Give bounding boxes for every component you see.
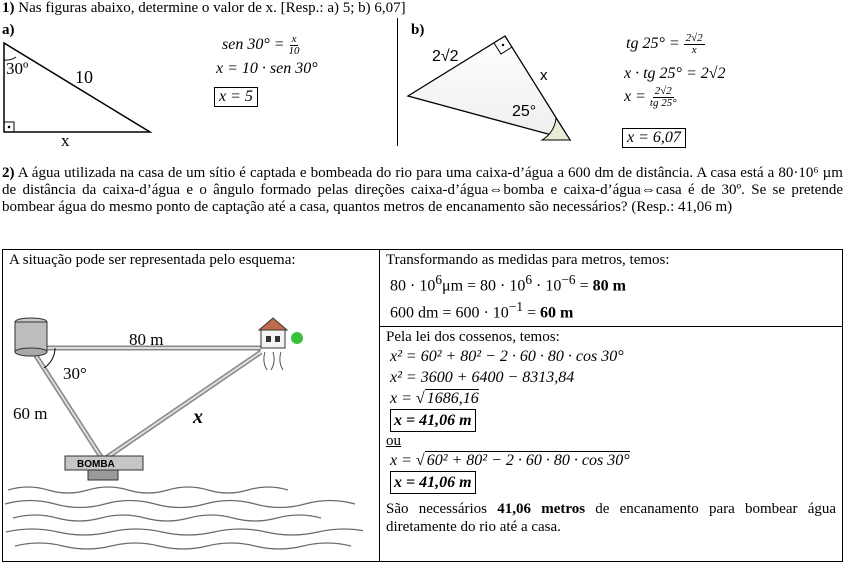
cosine-line3: x = √ 1686,16 [390, 389, 479, 407]
diagram-title: A situação pode ser representada pelo esquema: [9, 252, 296, 268]
eq-b1: tg 25° = $\frac{2√2}{x}$ [626, 32, 703, 56]
pumping-diagram [3, 272, 363, 562]
cosine-title: Pela lei dos cossenos, temos: [386, 328, 560, 345]
conversion-line1: $80 \cdot 10^6\mu m = 80 \cdot 10^6 \cdot 10^{-6} = 80$ m [390, 272, 626, 295]
eq-b4-result: x = 6,07 [622, 128, 686, 148]
cosine-law-cell [380, 326, 843, 561]
fig-a-hyp: 10 [75, 67, 93, 87]
q1-number: 1) [2, 0, 15, 16]
fig-b-angle: 25° [512, 103, 537, 120]
q2-number: 2) [2, 165, 15, 181]
cosine-line2: x² = 3600 + 6400 − 8313,84 [390, 368, 575, 386]
eq-b2: x · tg 25° = 2√2 [624, 65, 726, 82]
fig-b-side: 2√2 [432, 48, 459, 65]
eq-a2: x = 10 · sen 30° [216, 60, 318, 77]
q1-text: Nas figuras abaixo, determine o valor de x. [Resp.: a) 5; b) 6,07] [18, 0, 406, 16]
fig-a-base: x [61, 131, 70, 150]
fig-a-angle: 30º [6, 59, 29, 78]
divider [397, 18, 398, 146]
label-bomba: BOMBA [77, 459, 115, 470]
eq-b3: x = $\frac{2√2}{tg 25^\circ}$ [624, 85, 677, 109]
ou-label: ou [386, 432, 401, 449]
conversion-title: Transformando as medidas para metros, temos: [386, 252, 670, 268]
solution-table [2, 249, 843, 562]
fig-b-label: b) [411, 22, 425, 38]
cosine-line5: x = √ 60² + 80² − 2 · 60 · 80 · cos 30° [390, 451, 630, 469]
q1-statement [2, 0, 406, 17]
fig-b-hyp: x [540, 67, 548, 84]
diagram-cell [3, 250, 380, 562]
triangle-b-diagram [400, 30, 590, 148]
conversion-cell [380, 250, 843, 327]
fig-a-label: a) [2, 22, 15, 38]
eq-a3-result: x = 5 [214, 87, 258, 107]
q2-statement [2, 165, 843, 216]
label-60m: 60 m [13, 404, 48, 423]
triangle-a-diagram [0, 38, 170, 148]
eq-a1: sen 30° = $\frac{x}{10}$ [222, 33, 300, 57]
cosine-result2: x = 41,06 m [390, 471, 476, 494]
cosine-line1: x² = 60² + 80² − 2 · 60 · 80 · cos 30° [390, 347, 624, 365]
label-30deg: 30° [63, 364, 87, 383]
conclusion: São necessários 41,06 metros de encanamento para bombear água diretamente do rio até a casa. [386, 500, 837, 535]
cosine-result1: x = 41,06 m [390, 409, 476, 432]
label-80m: 80 m [129, 330, 164, 349]
label-x: x [193, 406, 203, 428]
q2-text: A água utilizada na casa de um sítio é captada e bombeada do rio para uma caixa-d’água a 600 dm de distância. A casa está a 80·10⁶ µm de distância da caixa-d’água e o ângulo formado pelas direções caixa-d’água⇔bomba e caixa-d’água⇔casa é de 30º. Se se pretende bombear água do mesmo ponto de captação até a casa, quantos metros de encanamento são necessários? (Resp.: 41,06 m) [2, 165, 843, 215]
conversion-line2: 600 dm = $600 \cdot 10^{-1} = 60$ m [390, 299, 574, 322]
